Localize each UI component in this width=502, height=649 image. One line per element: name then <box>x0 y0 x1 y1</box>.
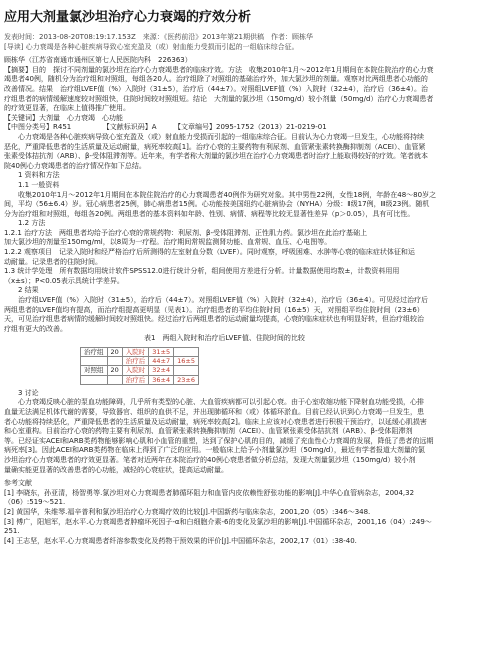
body-line: 心力衰竭反映心脏的泵血功能障碍，几乎所有类型的心脏、大血管疾病都可以引起心衰。由于心室收缩功能下降射血功能受损，心排 <box>18 398 424 407</box>
article-lead: [导读] 心力衰竭是各种心脏疾病导致心室充盈及（或）射血能力受损而引起的一组临床综合征。 <box>4 42 299 51</box>
abstract-block <box>4 66 497 114</box>
body-line: （x±s）；P<0.05表示具统计学差异。 <box>4 276 124 285</box>
body-line: 血量无法满足机体代谢的需要，导致器官、组织的血供不足，并出现肺循环和（或）体循环淤血。目前已经认识到心力衰竭一旦发生，患 <box>4 408 424 416</box>
subsection-heading: 1.2 方法 <box>18 219 46 228</box>
table-cell: 20 <box>107 366 122 375</box>
body-line: 两组患者的LVEF值均有提高，而治疗组提高更明显（见表1）。治疗组患者的平均住院时间（16±5）天，对照组平均住院时间（23±6） <box>4 305 424 314</box>
table-cell: 44±7 <box>149 357 174 366</box>
general-data-block <box>4 191 497 220</box>
abstract-line: 改善情况。结果 治疗组LVEF值（%）入院时（31±5），治疗后（44±7）。对照组LVEF值（%）入院时（32±4），治疗后（36±4）。治 <box>4 84 428 93</box>
body-line: 沙坦治疗心力衰竭患者的疗效更显著。笔者对近两年在本院治疗的40例心衰患者做分析总结，发现大剂量氯沙坦（150mg/d）较小剂 <box>4 455 416 464</box>
table-cell <box>107 357 122 366</box>
intro-line: 恶化，严重降低患者的生活质量及运动耐量，病死率较高[1]。治疗心衰的主要药物有利尿剂、血管紧张素转换酶抑制剂（ACEI）、血管紧 <box>4 142 426 151</box>
body-line: 天，可见治疗组患者病情的缓解时间较对照组快。经过治疗后两组患者的运动耐量均提高，心衰的临床症状也有明显好转，但治疗组较治 <box>4 315 424 324</box>
article-title: 应用大剂量氯沙坦治疗心力衰竭的疗效分析 <box>4 10 252 25</box>
body-line: 等。已经证实ACEI和ARB类药物能够影响心肌和小血管的重塑，达到了保护心肌的目的，减缓了充血性心力衰竭的发展，降低了患者的远期 <box>4 436 434 445</box>
body-line: 量确实能更显著的改善患者的心功能，减轻的心衰症状，提高运动耐量。 <box>4 465 228 474</box>
method-block <box>4 229 497 287</box>
body-line: 收集2010年1月～2012年1月期间在本院住院治疗的心力衰竭患者40例作为研究对象。其中男性22例，女性18例，年龄在48～80岁之 <box>18 190 437 199</box>
intro-line: 张素受体拮抗剂（ARB）、β-受体阻滞剂等。近年来，有学者称大剂量的氯沙坦在治疗心力衰竭患者时治疗上能取得较好的疗效。笔者就本 <box>4 152 428 161</box>
section-heading: 3 讨论 <box>18 388 39 397</box>
body-line: 治疗组LVEF值（%）入院时（31±5），治疗后（44±7）。对照组LVEF值（%）入院时（32±4），治疗后（36±4）。可见经过治疗后 <box>18 296 428 305</box>
table-cell <box>81 375 108 384</box>
table-cell: 32±4 <box>149 366 174 375</box>
keywords: 【关键词】大剂量 心力衰竭 心功能 <box>4 113 123 122</box>
reference-item: 251. <box>4 527 20 536</box>
table-row <box>81 357 199 366</box>
table-row <box>81 348 199 357</box>
discussion-block <box>4 398 497 475</box>
reference-item: （06）:519～521. <box>4 498 66 507</box>
table-row <box>81 366 199 375</box>
reference-item: [4] 王志坚，赵水平.心力衰竭患者纤溶参数变化及药物干预效果的评价[J].中国循环杂志，2002,17（01）:38-40. <box>4 536 357 545</box>
intro-block <box>4 133 497 171</box>
body-line: 动耐量。记录患者的住院时间。 <box>4 257 102 266</box>
table-cell: 治疗组 <box>81 348 108 357</box>
table-cell: 入院时 <box>122 348 149 357</box>
table-cell: 治疗后 <box>122 375 149 384</box>
intro-line: 院40例心力衰竭患者的治疗情况作如下总结。 <box>4 161 146 170</box>
abstract-line: 的疗效更显著，在临床上值得推广使用。 <box>4 104 130 113</box>
intro-line: 心力衰竭是各种心脏疾病导致心室充盈及（或）射血能力受损而引起的一组临床综合征。目前认为心力衰竭一旦发生，心功能将持续 <box>18 132 424 141</box>
body-line: 和心室重构。目前治疗心衰的药物主要有利尿剂、血管紧张素转换酶抑制剂（ACEI）、血管紧张素受体拮抗剂（ARB）、β-受体阻滞剂 <box>4 427 413 436</box>
publish-meta: 发表时间：2013-08-20T08:19:17.153Z 来源：《医药前沿》2013年第21期供稿 作者：顾栋华 <box>4 33 313 41</box>
table-cell: 入院时 <box>122 366 149 375</box>
abstract-line: 竭患者40例，随机分为治疗组和对照组，每组各20人。治疗组除了对照组的基础治疗外，加大氯沙坦的剂量。观察对比两组患者心功能的 <box>4 75 428 84</box>
table-cell: 16±5 <box>174 357 199 366</box>
table-cell <box>174 348 199 357</box>
table-cell: 20 <box>107 348 122 357</box>
table-caption: 表1 两组入院时和治疗后LVEF值、住院时间的比较 <box>144 334 305 343</box>
abstract-line: 疗组患者的病情缓解速度较对照组快，住院时间较对照组短。结论 大剂量的氯沙坦（150mg/d）较小剂量（50mg/d）治疗心力衰竭患者 <box>4 94 434 103</box>
body-line: 疗组有更大的改善。 <box>4 324 67 333</box>
section-heading: 2 结果 <box>18 286 39 295</box>
classification-info: 【中图分类号】R451 【文献标识码】A 【文章编号】2095-1752（2013）21-0219-01 <box>4 123 327 132</box>
body-line: 病死率[3]。因此ACEI和ARB类药物在临床上得到了广泛的应用。一般临床上给予小剂量氯沙坦（50mg/d），最近有学者报道大剂量的氯 <box>4 446 425 455</box>
author-affiliation: 顾栋华（江苏省南通市通州区第七人民医院内科 226363） <box>4 56 192 65</box>
table-cell: 23±6 <box>174 375 199 384</box>
reference-item: [3] 傅广，阳旭军，赵水平.心力衰竭患者肿瘤坏死因子-α和白细胞介素-6的变化及氯沙坦的影响[J].中国循环杂志，2001,16（04）:249～ <box>4 517 432 526</box>
body-line: 间，平均（56±6.4）岁。冠心病患者25例，肺心病患者15例。心功能按美国纽约心脏病协会（NYHA）分级：Ⅱ级17例，Ⅲ级23例。随机 <box>4 200 430 209</box>
table-cell <box>107 375 122 384</box>
subsection-heading: 1.1 一般资料 <box>18 180 60 189</box>
table-row <box>81 375 199 384</box>
table-cell: 36±4 <box>149 375 174 384</box>
reference-item: [1] 李晓东，孙亚清，杨智勇等.氯沙坦对心力衰竭患者肺循环阻力和血管内皮依赖性舒张功能的影响[J].中华心血管病杂志，2004,32 <box>4 488 415 497</box>
body-line: 分为治疗组和对照组，每组各20例。两组患者的基本资料如年龄、性别、病情、病程等比较无显著性差异（p＞0.05），具有可比性。 <box>4 209 415 218</box>
body-line: 者心功能将持续恶化，严重降低患者的生活质量及运动耐量，病死率较高[2]。临床上应该对心衰患者进行积极干预治疗，以延缓心肌损害 <box>4 417 427 426</box>
results-table <box>80 347 199 385</box>
body-line: 1.2.2 观察项目 记录入院时和经严格治疗后所测得的左室射血分数（LVEF）。同时观察，呼吸困难、水肿等心衰的临床症状体征和运 <box>4 248 415 257</box>
table-cell: 31±5 <box>149 348 174 357</box>
body-line: 1.3 统计学处理 所有数据均用统计软件SPSS12.0进行统计分析，组间使用方差进行分析。计量数据使用均数±，计数资料用用 <box>4 267 400 276</box>
table-cell: 治疗后 <box>122 357 149 366</box>
results-block <box>4 296 497 334</box>
table-cell <box>174 366 199 375</box>
body-line: 1.2.1 治疗方法 两组患者均给予治疗心衰的常规药物：利尿剂、β-受体阻滞剂、正性肌力药。氯沙坦在此治疗基础上 <box>4 228 368 237</box>
references-heading: 参考文献 <box>4 479 32 488</box>
table-cell <box>81 357 108 366</box>
abstract-line: 【摘要】目的 探讨不同剂量的氯沙坦在治疗心力衰竭患者的临床疗效。方法 收集2010年1月～2012年1月期间在本院住院治疗的心力衰 <box>4 65 434 74</box>
reference-item: [2] 黄国华，朱维琴.福辛普利和氯沙坦治疗心力衰竭疗效的比较[J].中国新药与临床杂志，2001,20（05）:346～348. <box>4 507 371 516</box>
section-heading: 1 资料和方法 <box>18 171 60 180</box>
references-list <box>4 489 497 547</box>
table-cell: 对照组 <box>81 366 108 375</box>
body-line: 加大氯沙坦的剂量至150mg/ml，以8周为一疗程。治疗期间常规监测肾功能、血常规、血压、心电图等。 <box>4 238 332 247</box>
